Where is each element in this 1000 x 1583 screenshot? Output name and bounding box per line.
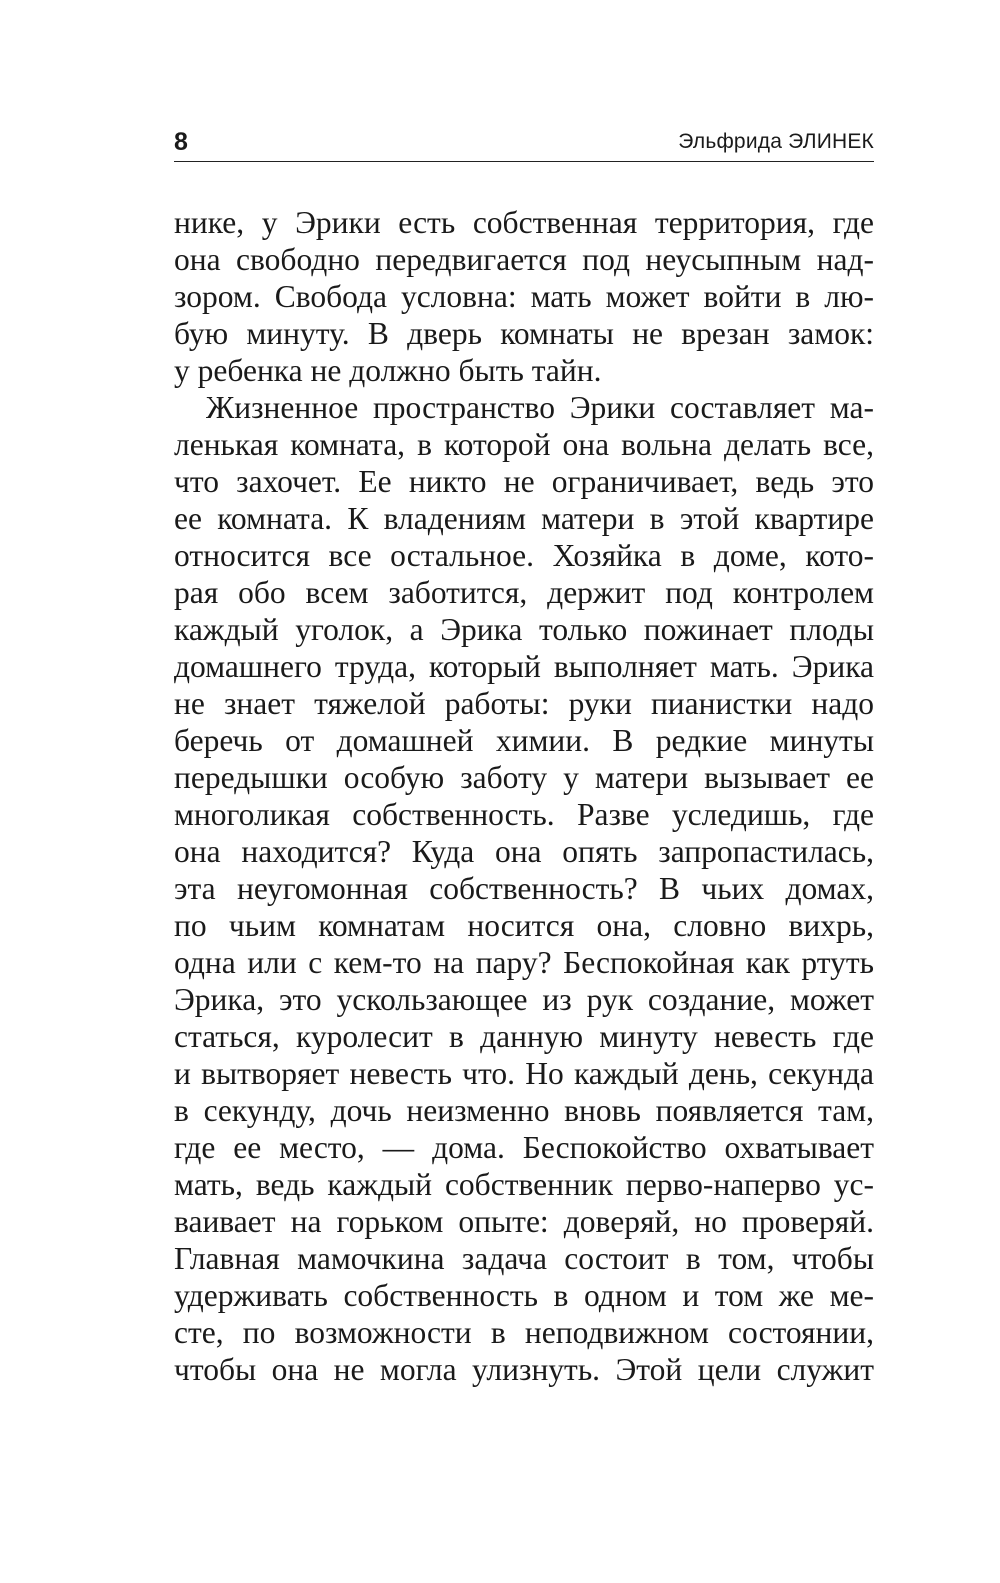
header-rule (174, 161, 874, 162)
text-line: ваивает на горьком опыте: доверяй, но проверяй. (174, 1204, 874, 1239)
text-line: каждый уголок, а Эрика только пожинает плоды (174, 612, 874, 647)
text-line: не знает тяжелой работы: руки пианистки надо (174, 686, 874, 721)
text-line: беречь от домашней химии. В редкие минуты (174, 723, 874, 758)
text-line: в секунду, дочь неизменно вновь появляется там, (174, 1093, 874, 1128)
text-line: что захочет. Ее никто не ограничивает, ведь это (174, 464, 874, 499)
text-line: по чьим комнатам носится она, словно вихрь, (174, 908, 874, 943)
text-line: нике, у Эрики есть собственная территория, где (174, 205, 874, 240)
text-line: ленькая комната, в которой она вольна делать все, (174, 427, 874, 462)
text-line: чтобы она не могла улизнуть. Этой цели служит (174, 1352, 874, 1387)
text-line: где ее место, — дома. Беспокойство охватывает (174, 1130, 874, 1165)
text-line: многоликая собственность. Разве уследишь, где (174, 797, 874, 832)
text-line: Эрика, это ускользающее из рук создание, может (174, 982, 874, 1017)
text-line: передышки особую заботу у матери вызывает ее (174, 760, 874, 795)
text-line: ее комната. К владениям матери в этой квартире (174, 501, 874, 536)
text-line: рая обо всем заботится, держит под контролем (174, 575, 874, 610)
text-line: одна или с кем-то на пару? Беспокойная как ртуть (174, 945, 874, 980)
text-line: домашнего труда, который выполняет мать. Эрика (174, 649, 874, 684)
text-line: она свободно передвигается под неусыпным над- (174, 242, 874, 277)
text-line: она находится? Куда она опять запропастилась, (174, 834, 874, 869)
text-line: бую минуту. В дверь комнаты не врезан замок: (174, 316, 874, 351)
text-line: относится все остальное. Хозяйка в доме, кото- (174, 538, 874, 573)
text-line: мать, ведь каждый собственник перво-наперво ус- (174, 1167, 874, 1202)
running-head (174, 126, 874, 158)
text-line: зором. Свобода условна: мать может войти в лю- (174, 279, 874, 314)
page-number: 8 (174, 128, 188, 156)
paragraph-last-line: у ребенка не должно быть тайн. (174, 353, 602, 388)
running-head-author: Эльфрида ЭЛИНЕК (678, 130, 874, 153)
text-line: сте, по возможности в неподвижном состоянии, (174, 1315, 874, 1350)
text-line: и вытворяет невесть что. Но каждый день, секунда (174, 1056, 874, 1091)
text-line: Главная мамочкина задача состоит в том, чтобы (174, 1241, 874, 1276)
text-line: удерживать собственность в одном и том же ме- (174, 1278, 874, 1313)
text-line: эта неугомонная собственность? В чьих домах, (174, 871, 874, 906)
paragraph-first-line: Жизненное пространство Эрики составляет ма- (206, 390, 874, 425)
body-text (174, 204, 874, 1388)
text-line: статься, куролесит в данную минуту невесть где (174, 1019, 874, 1054)
